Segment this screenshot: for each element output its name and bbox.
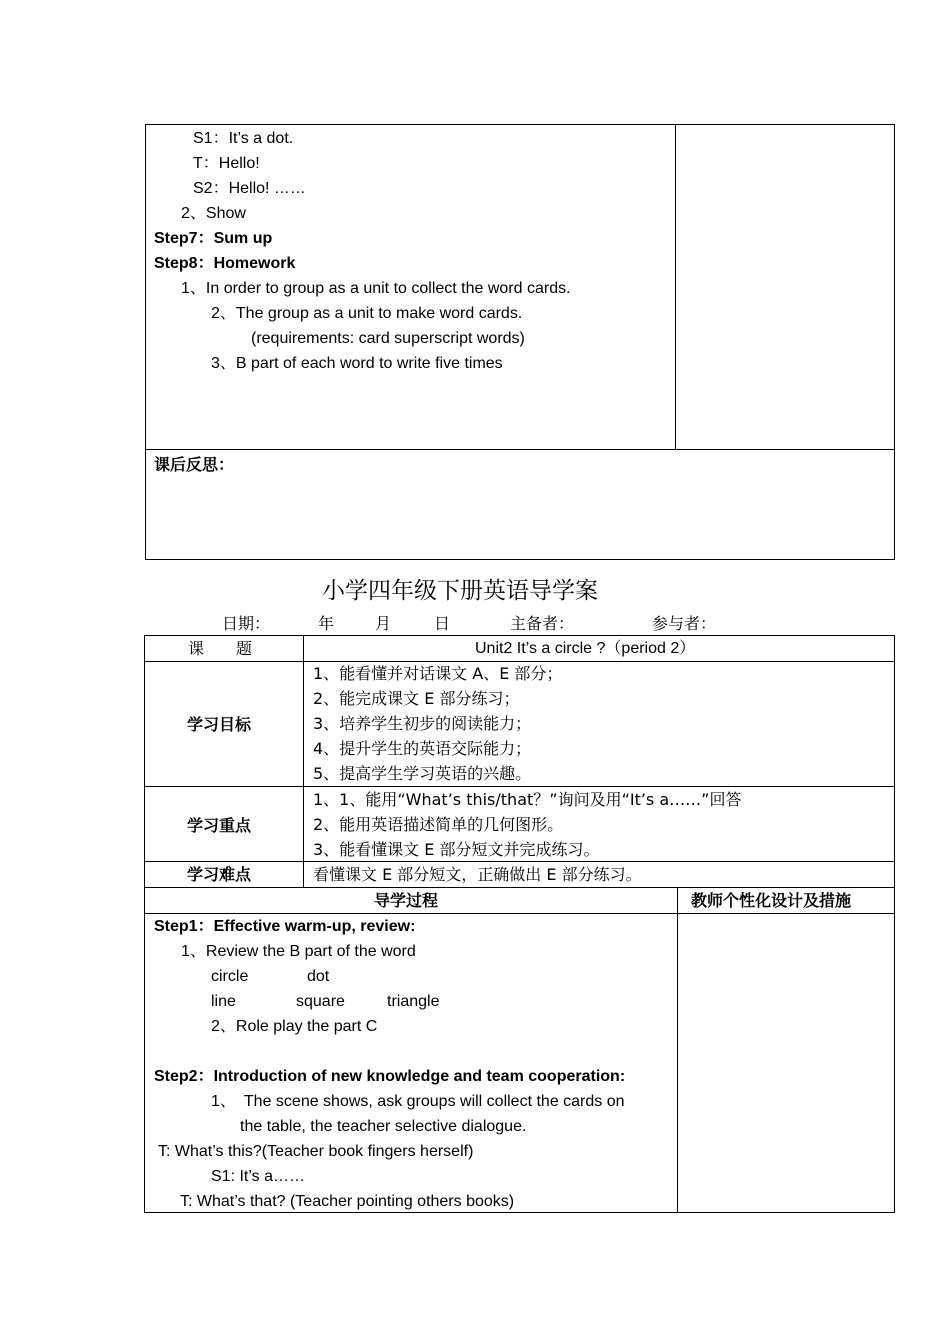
goal-item: 5、提高学生学习英语的兴趣。 [313, 764, 532, 783]
dialogue-line: T: What’s that? (Teacher pointing others books) [180, 1193, 515, 1210]
goals-label: 学习目标 [187, 715, 252, 734]
step8-heading: Step8：Homework [154, 255, 296, 272]
process-column-header: 导学过程 [374, 891, 439, 910]
key-point-item: 2、能用英语描述简单的几何图形。 [313, 815, 564, 834]
step2-heading: Step2：Introduction of new knowledge and team cooperation: [154, 1068, 626, 1085]
day-label: 日 [434, 614, 451, 633]
key-points-label: 学习重点 [187, 816, 252, 835]
homework-item: 1、In order to group as a unit to collect the word cards. [181, 280, 571, 297]
dialogue-line: T：Hello! [193, 155, 260, 172]
dialogue-line: S2：Hello! …… [193, 180, 306, 197]
preparer-label: 主备者： [510, 614, 575, 633]
homework-item: 2、The group as a unit to make word cards. [211, 305, 523, 322]
word: line [211, 993, 236, 1010]
topic-value: Unit2 It’s a circle ?（period 2） [475, 640, 696, 657]
step1-heading: Step1：Effective warm-up, review: [154, 918, 416, 935]
word: triangle [387, 993, 440, 1010]
goal-item: 2、能完成课文 E 部分练习； [313, 689, 520, 708]
dialogue-line: S1：It’s a dot. [193, 130, 294, 147]
word: square [296, 993, 345, 1010]
page-title: 小学四年级下册英语导学案 [322, 578, 598, 604]
word: circle [211, 968, 249, 985]
difficulty-value: 看懂课文 E 部分短文，正确做出 E 部分练习。 [313, 865, 642, 884]
topic-label: 课 题 [188, 639, 253, 658]
month-label: 月 [375, 614, 392, 633]
role-play-item: 2、Role play the part C [211, 1018, 378, 1035]
show-item: 2、Show [181, 205, 246, 222]
reflection-label: 课后反思： [154, 455, 235, 474]
date-label: 日期： [222, 614, 271, 633]
word: dot [307, 968, 330, 985]
goal-item: 1、能看懂并对话课文 A、E 部分； [313, 664, 563, 683]
dialogue-line: T: What’s this?(Teacher book fingers herself) [158, 1143, 474, 1160]
goal-item: 3、培养学生初步的阅读能力； [313, 714, 532, 733]
key-point-item: 1、1、能用“What’s this/that？”询问及用“It’s a……”回答 [313, 790, 742, 809]
homework-item: 3、B part of each word to write five times [211, 355, 503, 372]
difficulty-label: 学习难点 [187, 865, 252, 884]
teacher-design-column-header: 教师个性化设计及措施 [691, 891, 852, 910]
goal-item: 4、提升学生的英语交际能力； [313, 739, 532, 758]
top-table-divider [675, 124, 676, 449]
step7-heading: Step7：Sum up [154, 230, 273, 247]
scene-line: the table, the teacher selective dialogue. [240, 1118, 527, 1135]
year-label: 年 [318, 614, 335, 633]
review-item: 1、Review the B part of the word [181, 943, 416, 960]
scene-line: 1、 The scene shows, ask groups will collect the cards on [211, 1093, 625, 1110]
key-point-item: 3、能看懂课文 E 部分短文并完成练习。 [313, 840, 600, 859]
process-table-divider [677, 887, 678, 1213]
dialogue-line: S1: It’s a…… [211, 1168, 305, 1185]
participant-label: 参与者： [652, 614, 717, 633]
top-table-row-separator [145, 449, 895, 450]
info-table-divider [303, 635, 304, 888]
homework-note: (requirements: card superscript words) [251, 330, 525, 347]
